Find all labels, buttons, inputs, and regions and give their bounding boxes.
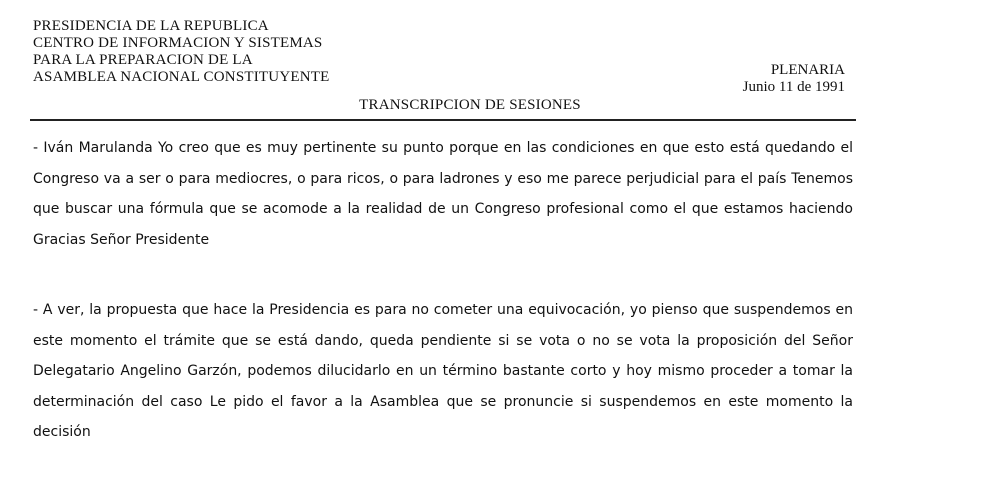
header-line-3: PARA LA PREPARACION DE LA <box>33 52 253 68</box>
header-line-4: ASAMBLEA NACIONAL CONSTITUYENTE <box>33 69 330 85</box>
header-divider <box>30 119 856 121</box>
document-subtitle: TRANSCRIPCION DE SESIONES <box>359 97 581 113</box>
header-line-1: PRESIDENCIA DE LA REPUBLICA <box>33 18 269 34</box>
transcript-paragraph-2: - A ver, la propuesta que hace la Presidencia es para no cometer una equivocación, yo pienso que suspendemos en este momento el trámite que se está dando, queda pendiente si se vota o no se vota la proposición del Señor Delegatario Angelino Garzón, podemos dilucidarlo en un término bastante corto y hoy mismo proceder a tomar la determinación del caso Le pido el favor a la Asamblea que se pronuncie si suspendemos en este momento la decisión <box>33 302 853 440</box>
document-header-institution <box>33 18 329 86</box>
transcript-paragraph-1: - Iván Marulanda Yo creo que es muy pertinente su punto porque en las condiciones en que esto está quedando el Congreso va a ser o para mediocres, o para ricos, o para ladrones y eso me parece perjudicial para el país Tenemos que buscar una fórmula que se acomode a la realidad de un Congreso profesional como el que estamos haciendo Gracias Señor Presidente <box>33 140 853 248</box>
header-line-2: CENTRO DE INFORMACION Y SISTEMAS <box>33 35 323 51</box>
document-header-session <box>743 62 845 96</box>
session-type: PLENARIA <box>770 62 845 78</box>
session-date: Junio 11 de 1991 <box>742 79 845 95</box>
